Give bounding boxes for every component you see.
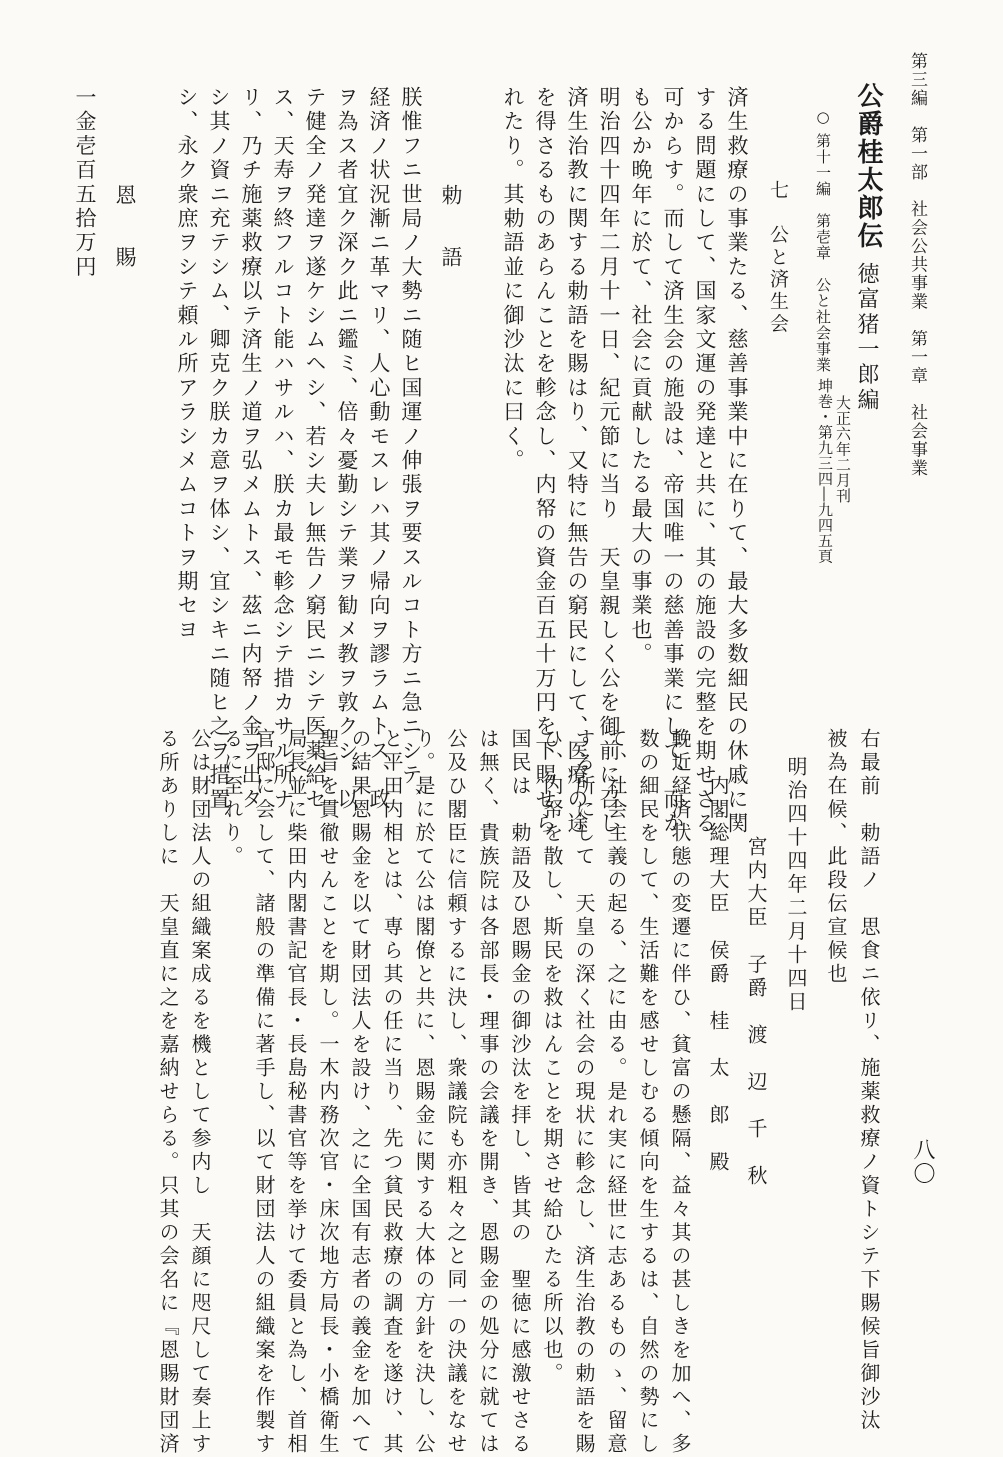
rescript-column: テ健全ノ発達ヲ遂ケシムヘシ、若シ夫レ無告ノ窮民ニシテ医薬給セ bbox=[303, 86, 327, 812]
lower-column: と平田内相とは、専ら其の任に当り、先つ貧民救療の調査を遂け、其 bbox=[380, 728, 404, 1457]
lower-column: る所ありしに 天皇直に之を嘉納せらる。只其の会名に『恩賜財団済 bbox=[156, 728, 180, 1457]
lower-column: 聖旨を貫徹せんことを期し。一木内務次官・床次地方局長・小橋衛生 bbox=[316, 728, 340, 1457]
upper-column: を得さるものあらんことを軫念し、内帑の資金百五十万円を下賜せら bbox=[533, 86, 557, 837]
lower-column: 公及ひ閣臣に信頼するに決し、衆議院も亦粗々之と同一の決議をなせ bbox=[444, 728, 468, 1457]
lower-column: は無く、貴族院は各部長・理事の会議を開き、恩賜金の処分に就ては bbox=[476, 728, 500, 1457]
publication-info-2: 大正六年二月刊 bbox=[834, 395, 852, 504]
upper-column: 済生救療の事業たる、慈善事業中に在りて、最大多数細民の休戚に関 bbox=[725, 86, 749, 837]
lower-column: 公は財団法人の組織案成るを機として参内し 天顔に咫尺して奏上す bbox=[188, 728, 212, 1457]
section-heading: 七 公と済生会 bbox=[767, 180, 789, 336]
lower-column: 被為在候、此段伝宣候也 bbox=[824, 728, 848, 987]
lower-column: の結果恩賜金を以て財団法人を設け、之に全国有志者の義金を加へて bbox=[348, 728, 372, 1457]
lower-column: 官邸に会して、諸般の準備に著手し、以て財団法人の組織案を作製す bbox=[252, 728, 276, 1457]
lower-column: 明治四十四年二月十四日 bbox=[784, 756, 808, 1015]
lower-column: て、社会主義の起る、之に由る。是れ実に経世に志あるものゝ、留意 bbox=[604, 728, 628, 1457]
lower-column: るに至れり。 bbox=[220, 728, 244, 869]
rescript-column: リ、乃チ施薬救療以テ済生ノ道ヲ弘メムトス、茲ニ内帑ノ金ヲ出タ bbox=[239, 86, 263, 813]
lower-column: ひ、内帑を散し、斯民を救はんことを期させ給ひたる所以也。 bbox=[540, 728, 564, 1386]
upper-column: 済生治教に関する勅語を賜はり、又特に無告の窮民にして、医療の途 bbox=[565, 86, 589, 837]
lower-column: 数の細民をして、生活難を感せしむる傾向を生するは、自然の勢にし bbox=[636, 728, 660, 1457]
rescript-column: ヲ為ス者宜ク深ク此ニ鑑ミ、倍々憂勤シテ業ヲ勧メ教ヲ敦クシ、以 bbox=[335, 86, 359, 812]
page-number: 八〇 bbox=[910, 1138, 935, 1186]
running-header: 第三編 第一部 社会公共事業 第一章 社会事業 bbox=[907, 52, 927, 478]
rescript-column: 経済ノ状況漸ニ革マリ、人心動モスレハ其ノ帰向ヲ謬ラムトス、政 bbox=[367, 86, 391, 812]
rescript-column: シ其ノ資ニ充テシム、卿克ク朕カ意ヲ体シ、宜シキニ随ヒ之ヲ措置 bbox=[207, 86, 231, 812]
upper-column: も公か晩年に於て、社会に貢献したる最大の事業也。 bbox=[629, 86, 653, 667]
rescript-column: 朕惟フニ世局ノ大勢ニ随ヒ国運ノ伸張ヲ要スルコト方ニ急ニシテ、 bbox=[399, 86, 423, 812]
addressee-line: 内閣総理大臣 侯爵 桂 太 郎 殿 bbox=[706, 775, 730, 1175]
upper-column: 明治四十四年二月十一日、紀元節に当り 天皇親しく公を御前に召し bbox=[597, 86, 621, 837]
rescript-column: シ、永ク衆庶ヲシテ頼ル所アラシメムコトヲ期セヨ bbox=[175, 86, 199, 643]
lower-column: 局長並に柴田内閣書記官長・長島秘書官等を挙けて委員と為し、首相 bbox=[284, 728, 308, 1457]
chapter-heading: ○ 第十一編 第壱章 公と社会事業 bbox=[814, 108, 832, 373]
lower-column: り。是に於て公は閣僚と共に、恩賜金に関する大体の方針を決し、公 bbox=[412, 728, 436, 1457]
sender-line: 宮内大臣 子爵 渡 辺 千 秋 bbox=[744, 836, 768, 1189]
upper-column: れたり。其勅語並に御沙汰に曰く。 bbox=[501, 86, 525, 474]
rescript-column: ス、天寿ヲ終フルコト能ハサルハ、朕カ最モ軫念シテ措カサル所ナ bbox=[271, 86, 295, 813]
lower-column: 右最前 勅語ノ 思食ニ依リ、施薬救療ノ資トシテ下賜候旨御沙汰 bbox=[857, 728, 881, 1433]
rescript-heading: 勅 語 bbox=[439, 184, 463, 277]
lower-column: 輓近経済状態の変遷に伴ひ、貧富の懸隔、益々其の甚しきを加へ、多 bbox=[668, 728, 692, 1457]
publication-info-1: 坤巻・第九三四―九四五頁 bbox=[816, 378, 834, 564]
grant-heading: 恩 賜 bbox=[113, 184, 137, 277]
upper-column: する問題にして、国家文運の発達と共に、其の施設の完整を期せさる bbox=[693, 86, 717, 837]
lower-column: する所にして 天皇の深く社会の現状に軫念し、済生治教の勅語を賜 bbox=[572, 728, 596, 1457]
lower-column: 国民は 勅語及ひ恩賜金の御沙汰を拝し、皆其の 聖徳に感激せさる bbox=[508, 728, 532, 1457]
grant-line: 一金壱百五拾万円 bbox=[73, 86, 97, 280]
editor-credit: 徳富猪一郎編 bbox=[854, 262, 879, 414]
book-title: 公爵桂太郎伝 bbox=[853, 82, 883, 250]
upper-column: 可からす。而して済生会の施設は、帝国唯一の慈善事業にして、而か bbox=[661, 86, 685, 837]
